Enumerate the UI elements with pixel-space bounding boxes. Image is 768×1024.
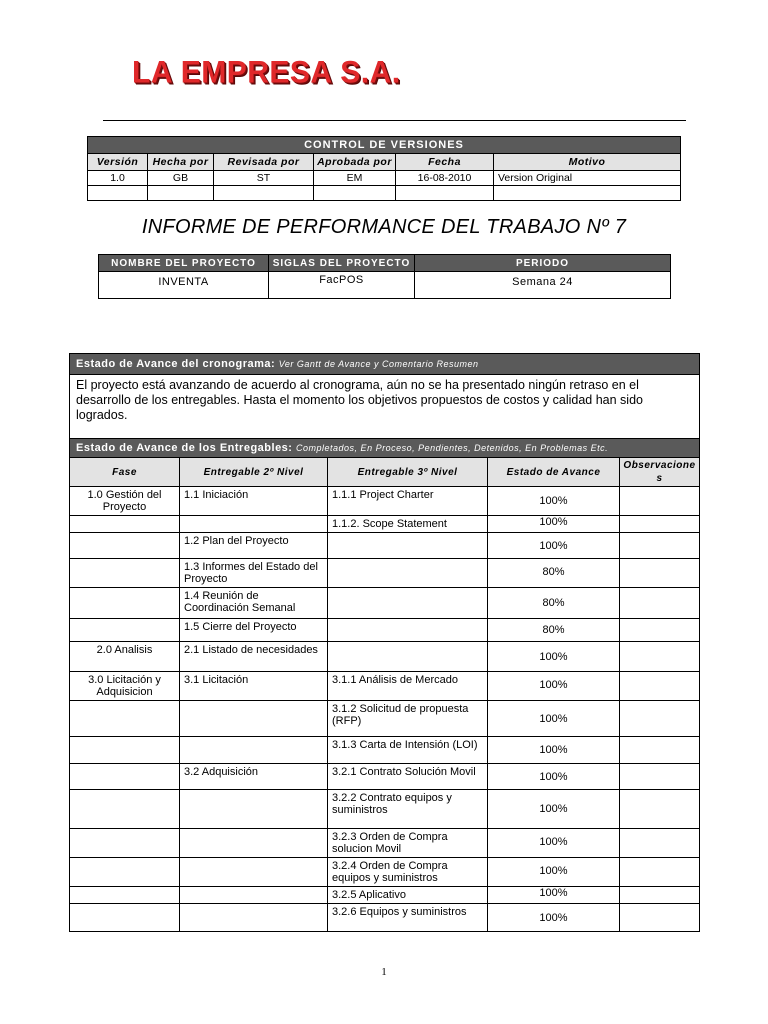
deliverable-level-3-cell [328,642,488,672]
col-observations: Observaciones [620,458,700,487]
project-acronym-header: SIGLAS DEL PROYECTO [269,255,415,272]
project-name-header: NOMBRE DEL PROYECTO [99,255,269,272]
phase-cell [70,516,180,533]
deliverable-level-3-cell: 3.2.6 Equipos y suministros [328,904,488,932]
made-by-cell [148,186,214,201]
progress-status-cell: 80% [488,559,620,588]
period-header: PERIODO [415,255,671,272]
project-name-value: INVENTA [99,272,269,299]
deliverable-level-3-cell [328,619,488,642]
reviewed-by-cell [214,186,314,201]
col-deliverable-level-2: Entregable 2º Nivel [180,458,328,487]
progress-status-cell: 100% [488,642,620,672]
phase-cell: 1.0 Gestión del Proyecto [70,487,180,516]
project-info-table [98,254,671,299]
progress-status-cell: 100% [488,487,620,516]
approved-by-cell: EM [314,171,396,186]
deliverable-level-2-cell [180,829,328,858]
schedule-status-title: Estado de Avance del cronograma: [76,358,276,370]
deliverable-level-2-cell: 3.2 Adquisición [180,764,328,790]
deliverable-level-2-cell [180,887,328,904]
table-row [70,487,700,516]
col-date: Fecha [396,154,494,171]
phase-cell [70,887,180,904]
table-row [70,858,700,887]
col-progress-status: Estado de Avance [488,458,620,487]
page-number: 1 [381,966,387,978]
progress-status-cell: 100% [488,887,620,904]
phase-cell: 2.0 Analisis [70,642,180,672]
deliverable-level-2-cell [180,904,328,932]
observations-cell [620,701,700,737]
deliverable-level-2-cell [180,858,328,887]
reason-cell: Version Original [494,171,681,186]
company-logo: LA EMPRESA S.A. [132,55,401,90]
col-deliverable-level-3: Entregable 3º Nivel [328,458,488,487]
phase-cell [70,790,180,829]
phase-cell: 3.0 Licitación y Adquisicion [70,672,180,701]
deliverable-level-3-cell: 3.2.2 Contrato equipos y suministros [328,790,488,829]
deliverable-level-2-cell [180,701,328,737]
project-acronym-value: FacPOS [269,272,415,299]
deliverable-level-3-cell: 3.1.1 Análisis de Mercado [328,672,488,701]
table-row [70,904,700,932]
progress-status-cell: 100% [488,516,620,533]
table-row [70,533,700,559]
observations-cell [620,642,700,672]
deliverables-status-title: Estado de Avance de los Entregables: [76,442,293,454]
phase-cell [70,588,180,619]
deliverable-level-3-cell [328,533,488,559]
date-cell [396,186,494,201]
deliverables-status-note: Completados, En Proceso, Pendientes, Detenidos, En Problemas Etc. [296,443,609,453]
report-title: INFORME DE PERFORMANCE DEL TRABAJO Nº 7 [141,216,627,238]
observations-cell [620,858,700,887]
deliverables-column-headers [70,458,700,487]
deliverables-status-header [70,439,700,458]
phase-cell [70,904,180,932]
observations-cell [620,829,700,858]
deliverable-level-3-cell: 3.2.3 Orden de Compra solucion Movil [328,829,488,858]
table-row [88,171,681,186]
progress-status-cell: 100% [488,858,620,887]
table-row [70,588,700,619]
header-divider [103,120,686,121]
progress-status-cell: 100% [488,701,620,737]
deliverables-table [69,353,700,932]
table-row [70,559,700,588]
deliverable-level-3-cell: 3.1.2 Solicitud de propuesta (RFP) [328,701,488,737]
phase-cell [70,737,180,764]
col-reviewed-by: Revisada por [214,154,314,171]
approved-by-cell [314,186,396,201]
period-value: Semana 24 [415,272,671,299]
phase-cell [70,858,180,887]
table-row [70,701,700,737]
observations-cell [620,790,700,829]
col-phase: Fase [70,458,180,487]
observations-cell [620,904,700,932]
col-version: Versión [88,154,148,171]
deliverable-level-3-cell [328,588,488,619]
deliverable-level-3-cell: 3.2.4 Orden de Compra equipos y suministros [328,858,488,887]
phase-cell [70,829,180,858]
progress-status-cell: 100% [488,672,620,701]
table-row [70,790,700,829]
table-row [70,829,700,858]
observations-cell [620,887,700,904]
deliverable-level-2-cell: 1.5 Cierre del Proyecto [180,619,328,642]
table-row [70,672,700,701]
deliverables-rows [70,487,700,932]
version-control-table [87,136,681,201]
schedule-status-row [70,375,700,439]
observations-cell [620,559,700,588]
deliverable-level-2-cell: 1.3 Informes del Estado del Proyecto [180,559,328,588]
progress-status-cell: 100% [488,829,620,858]
table-row [70,516,700,533]
deliverable-level-2-cell: 1.4 Reunión de Coordinación Semanal [180,588,328,619]
project-info-header-row [99,255,671,272]
col-reason: Motivo [494,154,681,171]
observations-cell [620,533,700,559]
progress-status-cell: 100% [488,790,620,829]
version-control-title: CONTROL DE VERSIONES [88,137,681,154]
deliverable-level-2-cell: 1.2 Plan del Proyecto [180,533,328,559]
table-row [88,186,681,201]
reviewed-by-cell: ST [214,171,314,186]
col-approved-by: Aprobada por [314,154,396,171]
observations-cell [620,672,700,701]
observations-cell [620,487,700,516]
progress-status-cell: 100% [488,737,620,764]
observations-cell [620,619,700,642]
observations-cell [620,764,700,790]
deliverable-level-3-cell: 3.2.1 Contrato Solución Movil [328,764,488,790]
progress-status-cell: 100% [488,764,620,790]
deliverable-level-3-cell: 3.1.3 Carta de Intensión (LOI) [328,737,488,764]
date-cell: 16-08-2010 [396,171,494,186]
observations-cell [620,588,700,619]
schedule-status-header [70,354,700,375]
version-cell [88,186,148,201]
table-row [70,764,700,790]
deliverable-level-2-cell [180,737,328,764]
deliverable-level-3-cell: 1.1.1 Project Charter [328,487,488,516]
deliverable-level-2-cell: 2.1 Listado de necesidades [180,642,328,672]
deliverable-level-3-cell [328,559,488,588]
deliverable-level-3-cell: 3.2.5 Aplicativo [328,887,488,904]
table-row [70,642,700,672]
col-made-by: Hecha por [148,154,214,171]
table-row [70,737,700,764]
phase-cell [70,533,180,559]
schedule-status-text: El proyecto está avanzando de acuerdo al cronograma, aún no se ha presentado ningún retraso en el desarrollo de los entregables. Hasta el momento los objetivos propuestos de costos y calidad han sido logrados. [70,375,700,439]
phase-cell [70,764,180,790]
deliverable-level-2-cell [180,516,328,533]
progress-status-cell: 100% [488,904,620,932]
observations-cell [620,516,700,533]
made-by-cell: GB [148,171,214,186]
phase-cell [70,619,180,642]
project-info-value-row [99,272,671,299]
progress-status-cell: 80% [488,588,620,619]
version-cell: 1.0 [88,171,148,186]
table-row [70,619,700,642]
deliverable-level-2-cell: 3.1 Licitación [180,672,328,701]
table-row [70,887,700,904]
deliverable-level-2-cell [180,790,328,829]
progress-status-cell: 80% [488,619,620,642]
observations-cell [620,737,700,764]
schedule-status-note: Ver Gantt de Avance y Comentario Resumen [278,359,479,369]
progress-status-cell: 100% [488,533,620,559]
reason-cell [494,186,681,201]
deliverable-level-2-cell: 1.1 Iniciación [180,487,328,516]
phase-cell [70,559,180,588]
version-control-header-row [88,154,681,171]
phase-cell [70,701,180,737]
deliverable-level-3-cell: 1.1.2. Scope Statement [328,516,488,533]
